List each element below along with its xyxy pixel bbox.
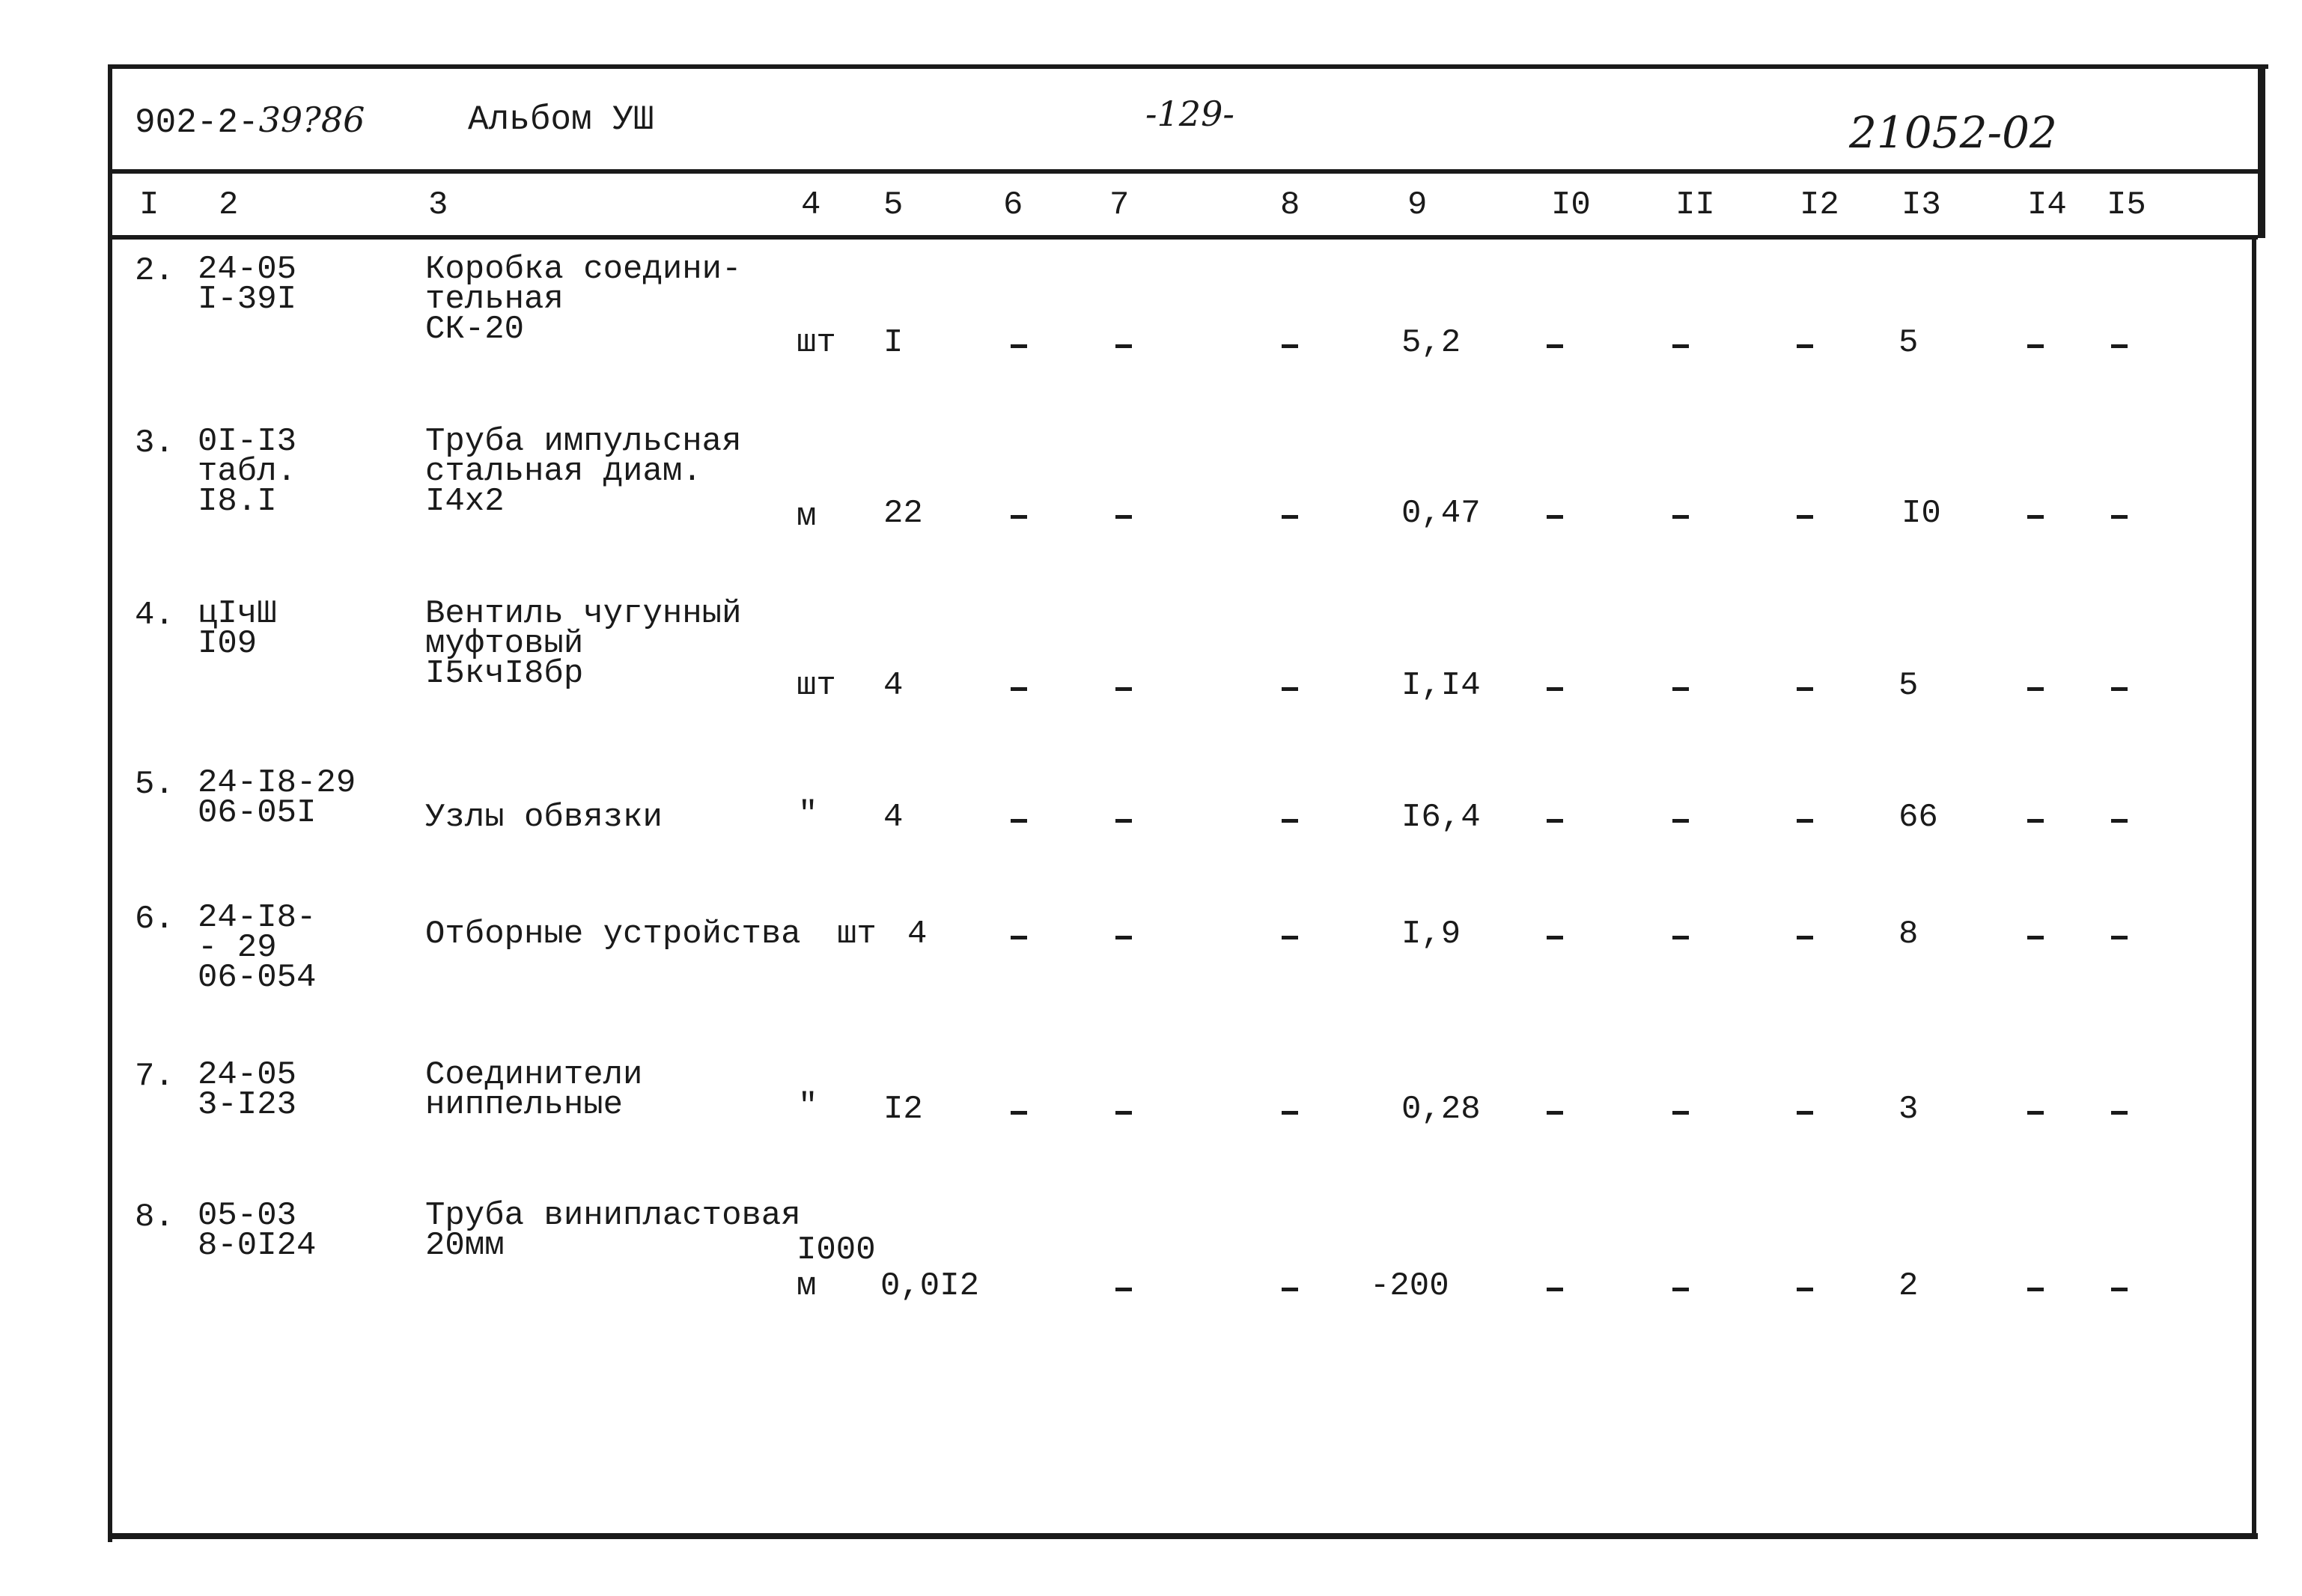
row-unit: шт: [837, 916, 877, 953]
row-col13: 2: [1898, 1267, 1919, 1305]
row-code: цIчШ I09: [198, 595, 277, 663]
col-header: I4: [2027, 186, 2067, 224]
dash-mark: [1282, 687, 1298, 691]
dash-mark: [1672, 515, 1689, 519]
col-header: I3: [1901, 186, 1941, 224]
dash-mark: [1672, 344, 1689, 348]
doc-code-prefix: 902-2-: [135, 103, 259, 142]
row-col9: I,9: [1401, 916, 1461, 953]
row-unit: шт: [797, 324, 836, 362]
dash-mark: [1672, 936, 1689, 939]
dash-mark: [1282, 515, 1298, 519]
row-number: 4.: [135, 597, 174, 634]
row-name: Узлы обвязки: [425, 799, 663, 836]
row-name: Труба винипластовая 20мм: [425, 1197, 801, 1264]
dash-mark: [1115, 344, 1132, 348]
dash-mark: [2027, 515, 2044, 519]
row-unit: шт: [797, 667, 836, 704]
dash-mark: [2027, 344, 2044, 348]
col-header: I5: [2107, 186, 2146, 224]
dash-mark: [2111, 687, 2128, 691]
dash-mark: [1672, 1288, 1689, 1291]
dash-mark: [1282, 1288, 1298, 1291]
dash-mark: [2027, 819, 2044, 823]
row-col9: -200: [1370, 1267, 1449, 1305]
row-number: 8.: [135, 1198, 174, 1236]
row-unit: ": [798, 1088, 818, 1125]
row-unit-upper: I000: [797, 1231, 876, 1269]
dash-mark: [1547, 819, 1563, 823]
row-col9: 0,47: [1401, 495, 1481, 532]
row-name: Вентиль чугунный муфтовый I5кчI8бр: [425, 595, 742, 692]
row-number: 7.: [135, 1058, 174, 1095]
dash-mark: [2111, 1111, 2128, 1115]
sheet-edge-right: [2258, 64, 2265, 238]
row-code: 0I-I3 табл. I8.I: [198, 423, 297, 520]
dash-mark: [2027, 1288, 2044, 1291]
row-col13: I0: [1901, 495, 1941, 532]
sheet-edge-bottom: [108, 1533, 2258, 1539]
dash-mark: [1797, 344, 1813, 348]
dash-mark: [1797, 936, 1813, 939]
row-col13: 8: [1898, 916, 1919, 953]
dash-mark: [1547, 1288, 1563, 1291]
dash-mark: [1672, 1111, 1689, 1115]
dash-mark: [1282, 819, 1298, 823]
sheet-edge-right-lower: [2252, 238, 2256, 1539]
row-name: Отборные устройства: [425, 916, 801, 953]
dash-mark: [1011, 515, 1027, 519]
row-unit: ": [798, 796, 818, 833]
dash-mark: [1672, 687, 1689, 691]
row-quantity: I2: [883, 1091, 923, 1128]
row-code: 05-03 8-0I24: [198, 1197, 317, 1264]
header-divider: [108, 169, 2265, 174]
dash-mark: [1011, 344, 1027, 348]
dash-mark: [1115, 687, 1132, 691]
row-quantity: 0,0I2: [880, 1267, 980, 1305]
dash-mark: [1011, 936, 1027, 939]
col-header: 3: [428, 186, 448, 224]
dash-mark: [2027, 936, 2044, 939]
dash-mark: [1115, 515, 1132, 519]
row-unit: м: [797, 498, 817, 535]
row-number: 2.: [135, 252, 174, 290]
dash-mark: [1011, 1111, 1027, 1115]
row-quantity: 4: [907, 916, 928, 953]
dash-mark: [2111, 344, 2128, 348]
row-number: 5.: [135, 766, 174, 803]
col-header: 8: [1280, 186, 1300, 224]
row-quantity: 22: [883, 495, 923, 532]
row-quantity: 4: [883, 667, 904, 704]
dash-mark: [2027, 687, 2044, 691]
row-col13: 3: [1898, 1091, 1919, 1128]
dash-mark: [1282, 344, 1298, 348]
dash-mark: [1672, 819, 1689, 823]
dash-mark: [1282, 1111, 1298, 1115]
row-col13: 5: [1898, 324, 1919, 362]
col-header: 2: [219, 186, 239, 224]
col-header: I0: [1551, 186, 1591, 224]
row-code: 24-I8-29 06-05I: [198, 764, 356, 832]
dash-mark: [1797, 515, 1813, 519]
dash-mark: [2111, 819, 2128, 823]
dash-mark: [1797, 1111, 1813, 1115]
col-header: I2: [1800, 186, 1839, 224]
dash-mark: [2027, 1111, 2044, 1115]
row-code: 24-05 I-39I: [198, 251, 297, 318]
dash-mark: [1115, 936, 1132, 939]
row-col9: 0,28: [1401, 1091, 1481, 1128]
doc-code-handwritten: 39?86: [258, 100, 365, 140]
dash-mark: [1547, 936, 1563, 939]
dash-mark: [1547, 515, 1563, 519]
dash-mark: [1115, 819, 1132, 823]
row-col9: I,I4: [1401, 667, 1481, 704]
row-col9: I6,4: [1401, 799, 1481, 836]
row-number: 6.: [135, 901, 174, 938]
row-code: 24-I8- - 29 06-054: [198, 899, 317, 996]
row-code: 24-05 3-I23: [198, 1056, 297, 1124]
dash-mark: [1797, 819, 1813, 823]
row-col13: 66: [1898, 799, 1938, 836]
col-header: 9: [1407, 186, 1428, 224]
col-header: 7: [1109, 186, 1130, 224]
dash-mark: [1011, 687, 1027, 691]
row-quantity: 4: [883, 799, 904, 836]
row-number: 3.: [135, 424, 174, 462]
dash-mark: [2111, 1288, 2128, 1291]
col-header: 4: [801, 186, 821, 224]
column-header-divider: [108, 235, 2258, 240]
row-unit: м: [797, 1267, 817, 1305]
col-header: I: [139, 186, 159, 224]
row-name: Соединители ниппельные: [425, 1056, 643, 1124]
dash-mark: [1547, 1111, 1563, 1115]
col-header: II: [1675, 186, 1715, 224]
dash-mark: [2111, 936, 2128, 939]
page-number: -129-: [1145, 94, 1234, 134]
col-header: 6: [1003, 186, 1023, 224]
dash-mark: [1115, 1111, 1132, 1115]
album-label: Альбом УШ: [468, 100, 654, 139]
doc-code: [135, 100, 365, 142]
row-col13: 5: [1898, 667, 1919, 704]
row-quantity: I: [883, 324, 904, 362]
dash-mark: [1547, 687, 1563, 691]
dash-mark: [1797, 687, 1813, 691]
dash-mark: [1282, 936, 1298, 939]
col-header: 5: [883, 186, 904, 224]
dash-mark: [1115, 1288, 1132, 1291]
dash-mark: [2111, 515, 2128, 519]
doc-number: 21052-02: [1849, 107, 2057, 158]
dash-mark: [1547, 344, 1563, 348]
dash-mark: [1797, 1288, 1813, 1291]
row-col9: 5,2: [1401, 324, 1461, 362]
row-name: Труба импульсная стальная диам. I4x2: [425, 423, 742, 520]
dash-mark: [1011, 819, 1027, 823]
row-name: Коробка соедини- тельная СК-20: [425, 251, 742, 348]
